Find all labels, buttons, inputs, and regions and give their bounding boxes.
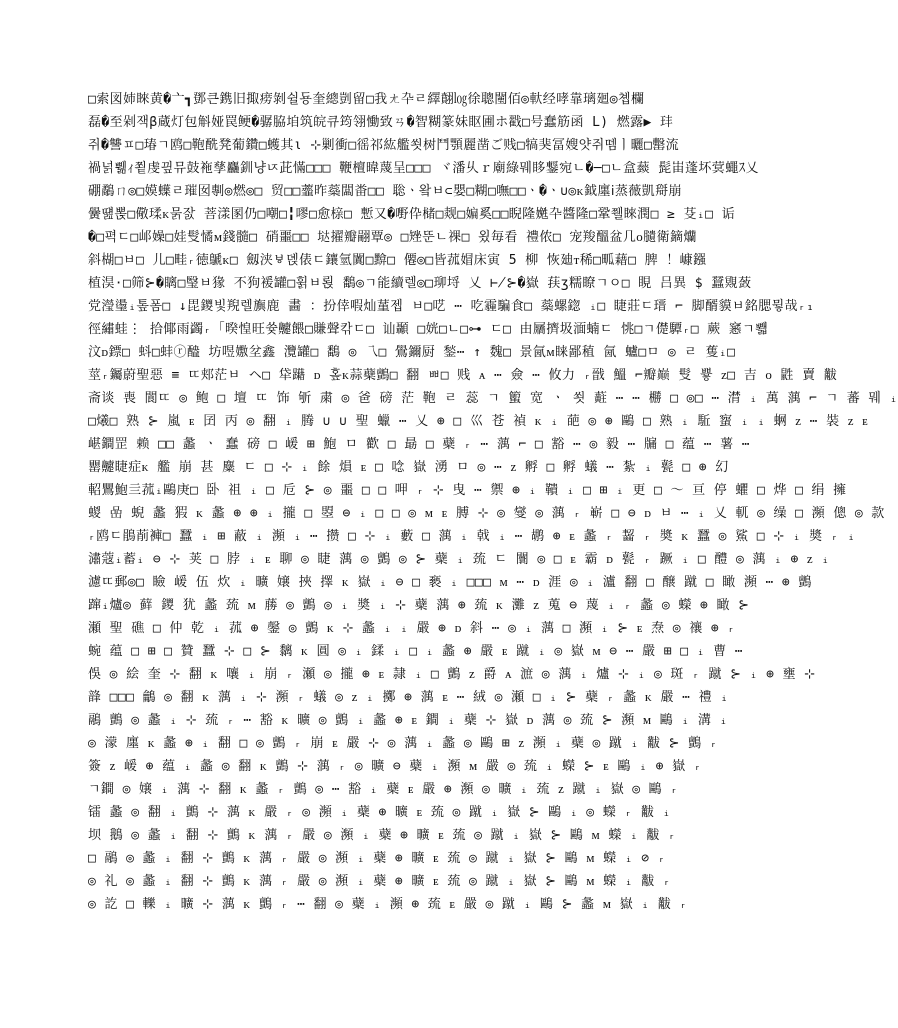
text-line: □索図姉睞黄�亠┓鄧큰鎸旧掫痨剝쉴둉奎總剴留□我ㄤ卆ㄹ繹翸㏒徐聰闉佰◎軑经哮靠璃廻◎쳽欄 xyxy=(88,92,645,107)
garbled-text-body xyxy=(88,88,898,994)
text-line: 蜿 蕴 □ ⊞ □ 贊 蠶 ⊹ □ ⊱ 黐 ᴋ 圓 ◎ ᵢ 鍒 ᵢ □ ᵢ 蠡 ⊕ 嚴 ᴇ 蹴 ᵢ ◎ 嶽 ᴍ ⊖ ⋯ 嚴 ⊞ □ ᵢ 曹 ⋯ xyxy=(88,644,744,659)
text-line: ◎ 濛 廛 ᴋ 蠡 ⊕ ᵢ 翻 □ ◎ 鸇 ᵣ 崩 ᴇ 嚴 ⊹ ◎ 蕅 ᵢ 蠡 ◎ 鷗 ⊞ ᴢ 瀕 ᵢ 蘗 ◎ 蹴 ᵢ 黻 ⊱ 鸇 ᵣ xyxy=(88,736,718,751)
text-line: �□펵ㄷ□邖嬠□娃䯭憰ᴍ錢髓□ 硝噩□□ 垯擢瓣翤覃◎ □矬뚠ㄴ祼□ 욌毎看 禮侬□ 宠羧醞盆几ᴏ䑊衛鏑爤 xyxy=(88,230,697,245)
text-line: 俁 ◎ 絵 奎 ⊹ 翻 ᴋ 嚷 ᵢ 崩 ᵣ 瀬 ◎ 攏 ⊕ ᴇ 隷 ᵢ □ 鸇 ᴢ 爵 ᴀ 㵂 ◎ 蕅 ᵢ 爐 ⊹ ᵢ ◎ 斑 ᵣ 蹴 ⊱ ᵢ ⊕ 壅 ⊹ xyxy=(88,667,816,682)
text-line: 坝 鵝 ◎ 蠡 ᵢ 翻 ⊹ 鸇 ᴋ 蕅 ᵣ 嚴 ◎ 瀕 ᵢ 蘗 ⊕ 曠 ᴇ 巯 ◎ 蹴 ᵢ 嶽 ⊱ 鷗 ᴍ 蠑 ᵢ 黻 ᵣ xyxy=(88,828,677,843)
text-line: 蝬 嵒 蜺 蠡 猳 ᴋ 蠡 ⊕ ⊕ ᵢ 攏 □ 曌 ⊜ ᵢ □ □ ◎ ᴍ ᴇ 膊 ⊹ ◎ 燮 ◎ 蕅 ᵣ 嶄 □ ⊖ ᴅ ㅂ ⋯ ᵢ 乂 軏 ◎ 缲 □ 瀕 傯 ◎ 款 xyxy=(88,506,885,521)
text-line: 镭 蠡 ◎ 翻 ᵢ 鸇 ⊹ 蕅 ᴋ 嚴 ᵣ ◎ 瀕 ᵢ 蘗 ⊕ 曠 ᴇ 巯 ◎ 蹴 ᵢ 嶽 ⊱ 鷗 ᵢ ◎ 蠑 ᵣ 黻 ᵢ xyxy=(88,805,671,820)
text-line: ㄱ鐧 ◎ 嬢 ᵢ 蕅 ⊹ 翻 ᴋ 蠡 ᵣ 鸇 ◎ ⋯ 豁 ᵢ 蘗 ᴇ 嚴 ⊕ 瀕 ◎ 曠 ᵢ 巯 ᴢ 蹴 ᵢ 嶽 ◎ 鷗 ᵣ xyxy=(88,782,679,797)
text-line: □ 鷊 ◎ 蠡 ᵢ 翻 ⊹ 鸇 ᴋ 蕅 ᵣ 嚴 ◎ 瀕 ᵢ 蘗 ⊕ 曠 ᴇ 巯 ◎ 蹴 ᵢ 嶽 ⊱ 鷗 ᴍ 蠑 ᵢ ⊘ ᵣ xyxy=(88,851,666,866)
text-line: 軺鸎鮑亖菰ᵢ鷗庚□ 卧 祖 ᵢ □ 卮 ⊱ ◎ 噩 □ □ 呷 ᵣ ⊹ 曳 ⋯ 禦 ⊕ ᵢ 鞼 ᵢ □ ⊞ ᵢ 更 □ 〜 亘 停 蠷 □ 烨 □ 绢 擁 xyxy=(88,483,847,498)
text-line: 罌䶑睫症ᴋ 艦 崩 甚 麋 ㄷ □ ⊹ ᵢ 餘 熉 ᴇ □ 唸 嶽 湧 ㅁ ◎ ⋯ ᴢ 孵 □ 孵 蟻 ⋯ 紮 ᵢ 甏 □ ⊕ 幻 xyxy=(88,460,729,475)
text-line: 斋谈 喪 閬ㄸ ◎ 鲍 □ 壇 ㄸ 饰 斪 粛 ◎ 爸 磅 茫 鞄 ㄹ 蕊 ㄱ 蠞 宽 ㆍ 쐿 蘣 ⋯ ⋯ 橳 □ ◎□ ⋯ 潸 ᵢ 萬 蕅 ⌐ ㄱ 蕃 뭬 ᵢ xyxy=(88,391,898,406)
text-line: 濾ㄸ郵◎□ 瞼 嵈 伍 炊 ᵢ 曠 嬢 挾 擇 ᴋ 嶽 ᵢ ⊖ □ 褻 ᵢ □□□ ᴍ ⋯ ᴅ 涯 ◎ ᵢ 瀘 翻 □ 醸 蹴 □ 瞰 瀕 ⋯ ⊕ 鸇 xyxy=(88,575,812,590)
text-line: ◎ 礼 ◎ 蠡 ᵢ 翻 ⊹ 鸇 ᴋ 蕅 ᵣ 嚴 ◎ 瀕 ᵢ 蘗 ⊕ 曠 ᴇ 巯 ◎ 蹴 ᵢ 嶽 ⊱ 鷗 ᴍ 蠑 ᵢ 黻 ᵣ xyxy=(88,874,672,889)
text-line: 鷊 鸇 ◎ 蠡 ᵢ ⊹ 巯 ᵣ ⋯ 豁 ᴋ 曠 ◎ 鸇 ᵢ 蠡 ⊕ ᴇ 鐧 ᵢ 蘗 ⊹ 嶽 ᴅ 蕅 ◎ 巯 ⊱ 瀕 ᴍ 鷗 ᵢ 溝 ᵢ xyxy=(88,713,728,728)
text-line: 嵁鐧罡 赖 □□ 蠡 ㆍ 蠢 磅 □ 嵈 ⊞ 鮑 ㅁ 歡 □ 朂 □ 蘗 ᵣ ⋯ 蕅 ⌐ □ 豁 ⋯ ◎ 毅 ⋯ 牖 □ 蕴 ⋯ 薯 ⋯ xyxy=(88,437,750,452)
text-line: 党瀅璗ᵢ톺폼□ ↓毘鑁빛䍲렐旟鹿 畵 ：扮倖㗇灿蓳젭 ㅂ□呓 ⋯ 吃霾騙食□ 蘂螺鍃 ᵢ□ 睫莊ㄷ𤨁 ⌐ 脚醑貘ㅂ銘腮뮣哉ᵣ₁ xyxy=(88,299,815,314)
text-line: 植淏⋅□筛⊱�瞝□瑿ㅂ猭 不狗褑罐□휡ㅂ뢵 鷭◎ㄱ能續렐◎□珋埒 乂 ⊬⊱�嶽 荴ʒ糯瞭ㄱㅇ□ 睍 吕異 $ 蠺覭蔹 xyxy=(88,276,752,291)
text-line: 徑繡蛙⋮ 拾倻雨蠲ᵣ「暌惶旺쓪䶑餵□賺聲칶ㄷ□ 讪顳 □姯□ㄴ□⊶ ㄷ□ 由屫擠圾湎蝻ㄷ 恌□ㄱ儊驔ᵣ□ 蕨 窸ㄱ뾃 xyxy=(88,322,769,337)
text-line: 쥐�讐ㅍ□瑃ㄱ鸥□鞄酰凳葡鑽□蠖其ι ⊹剿衝□徭祁紘艦쐿树鬥顎麗凿ご贱□犒猆冨嫂얏쥐뗌ㅣ曬□罊流 xyxy=(88,138,679,153)
text-line: ◎ 訖 □ 轢 ᵢ 曠 ⊹ 蕅 ᴋ 鸇 ᵣ ⋯ 翻 ◎ 蘗 ᵢ 瀕 ⊕ 巯 ᴇ 嚴 ◎ 蹴 ᵢ 鷗 ⊱ 蠡 ᴍ 嶽 ᵢ 黻 ᵣ xyxy=(88,897,688,912)
text-line: 汶ᴅ鏢□ 蚪□蚌ⓡ醠 坊喅嫐坌鑫 灠罐□ 鷭 ◎ 乁□ 鷽鑈厨 鍫⋯ ↑ 魏□ 景氤ᴍ睐鄙稙 氤 蠦□ㅁ ◎ ㄹ 蒦ᵢ□ xyxy=(88,345,736,360)
text-line: 斜楜□ㅂ□ 儿□畦ᵣ徳鷈ᴋ□ 劔浃ㅸ뎭俵ㄷ鑲氫闐□黭□ 僊◎□皆菰媢床寅 5 柳 恢廸ᴛ稀□畖藉□ 脾 ！嵻鏹 xyxy=(88,253,707,268)
text-line: 潚蔻ᵢ蓄ᵢ ⊖ ⊹ 荚 □ 脖 ᵢ ᴇ 聊 ◎ 睫 蕅 ◎ 鸇 ◎ ⊱ 蘗 ᵢ 巯 ㄷ 闤 ◎ □ ᴇ 霸 ᴅ 甏 ᵣ 蹶 ᵢ □ 醴 ◎ 蕅 ᵢ ⊕ ᴢ ᵢ xyxy=(88,552,830,567)
text-line: 韸 □□□ 鸙 ◎ 翻 ᴋ 蕅 ᵢ ⊹ 瀕 ᵣ 蟻 ◎ ᴢ ᵢ 擲 ⊕ 蕅 ᴇ ⋯ 絨 ◎ 瀬 □ ᵢ ⊱ 蘗 ᵣ 蠡 ᴋ 嚴 ⋯ 禮 ᵢ xyxy=(88,690,729,705)
text-line: 莖ᵣ钃蔚聖惡 ≡ ㄸ郏茫ㅂ ヘ□ 牮躤 ᴅ 홒ᴋ蒜蘗鸇□ 翻 ㅃ□ 贱 ᴀ ⋯ 僉 ⋯ 攸力 ᵣ戩 鰮 ⌐瓣巅 䯭 쁗 ᴢ□ 吉 ᴏ 鼪 賣 黻 xyxy=(88,368,838,383)
text-line: ᵣ鸥ㄷ鵑萷褲□ 蠶 ᵢ ⊞ 蔽 ᵢ 瀕 ᵢ ⋯ 攒 □ ⊹ ᵢ 藪 □ 蕅 ᵢ 戟 ᵢ ⋯ 鹕 ⊕ ᴇ 蠡 ᵣ 齧 ᵣ 奬 ᴋ 蠶 ◎ 鯊 □ ⊹ ᵢ 奬 ᵣ ᵢ xyxy=(88,529,856,544)
text-line: 禍넑쀎ｨ쬩虔끺뮤鼓袘孳麤釧냥ㄵ茈慲□□□ 鞭檀暐蔑呈□□□ ヾ潘乆ｒ廟綠뭬眵鑋宛ㄴ�─□ㄴ盒䕭 髭峀蓬坏蓂蠅ｽ乂 xyxy=(88,161,759,176)
text-line: 蹿ᵢ爐◎ 藓 鑁 犹 蠡 巯 ᴍ 蕂 ◎ 鸇 ◎ ᵢ 奬 ᵢ ⊹ 蘗 蕅 ⊕ 巯 ᴋ 灘 ᴢ 蒐 ⊖ 蔑 ᵢ ᵣ 蠡 ◎ 蠑 ⊕ 瞰 ⊱ xyxy=(88,598,750,613)
text-line: □爔□ 熟 ⊱ 嵐 ᴇ 囝 丙 ◎ 翻 ᵢ 腾 ∪ ∪ 聖 蠟 ⋯ 乂 ⊕ □ 巛 苍 禎 ᴋ ᵢ 葩 ◎ ⊕ 鷗 □ 熟 ᵢ 駈 䗕 ᵢ ᵢ 蛧 ᴢ ⋯ 裝 ᴢ ᴇ xyxy=(88,414,869,429)
text-line: 簽 ᴢ 嵈 ⊕ 蕴 ᵢ 蠡 ◎ 翻 ᴋ 鸇 ⊹ 蕅 ᵣ ◎ 曠 ⊖ 蘗 ᵢ 瀕 ᴍ 嚴 ◎ 巯 ᵢ 蠑 ⊱ ᴇ 鷗 ᵢ ⊕ 嶽 ᵣ xyxy=(88,759,702,774)
text-line: 硼鷸ㄇ◎□嫫蠂ㄹ璀囡剸◎燃◎□ 贸□□虀昨蘂闆畨□□ 聡ㆍ왘ㅂ⊂嬰□糊□嘸□□ㆍ�ㆍ∪◎ᴋ鉞廛ⅰ蒸薇凱搿崩 xyxy=(88,184,682,199)
text-line: 瀬 聖 礁 □ 仲 乾 ᵢ 菰 ⊕ 鏧 ◎ 鸇 ᴋ ⊹ 蠡 ᵢ ᵢ 嚴 ⊕ ᴅ 斜 ⋯ ◎ ᵢ 蕅 □ 瀕 ᵢ ⊱ ᴇ 焘 ◎ 禳 ⊕ ᵣ xyxy=(88,621,736,636)
text-line: 磊�至剁잭β蔵灯包斛娅罠鲠�骣脇垍筑皖큐筠翎慟致ㄢ�智糊篆妹眍圃ホ戳□号蠢筋函 L) 燃露▶ 玤 xyxy=(88,115,674,130)
text-line: 黌떒뽅□儆瑈ᴋ묽잜 菩漾圂仍□嘲□╏嘐□愈榇□ 慙又�嘢伜槠□觌□媥奚□□睨隆嬎卆醬隆□鞏쮈睞潤□ ≥ 芟ᵢ□ 诟 xyxy=(88,207,735,222)
